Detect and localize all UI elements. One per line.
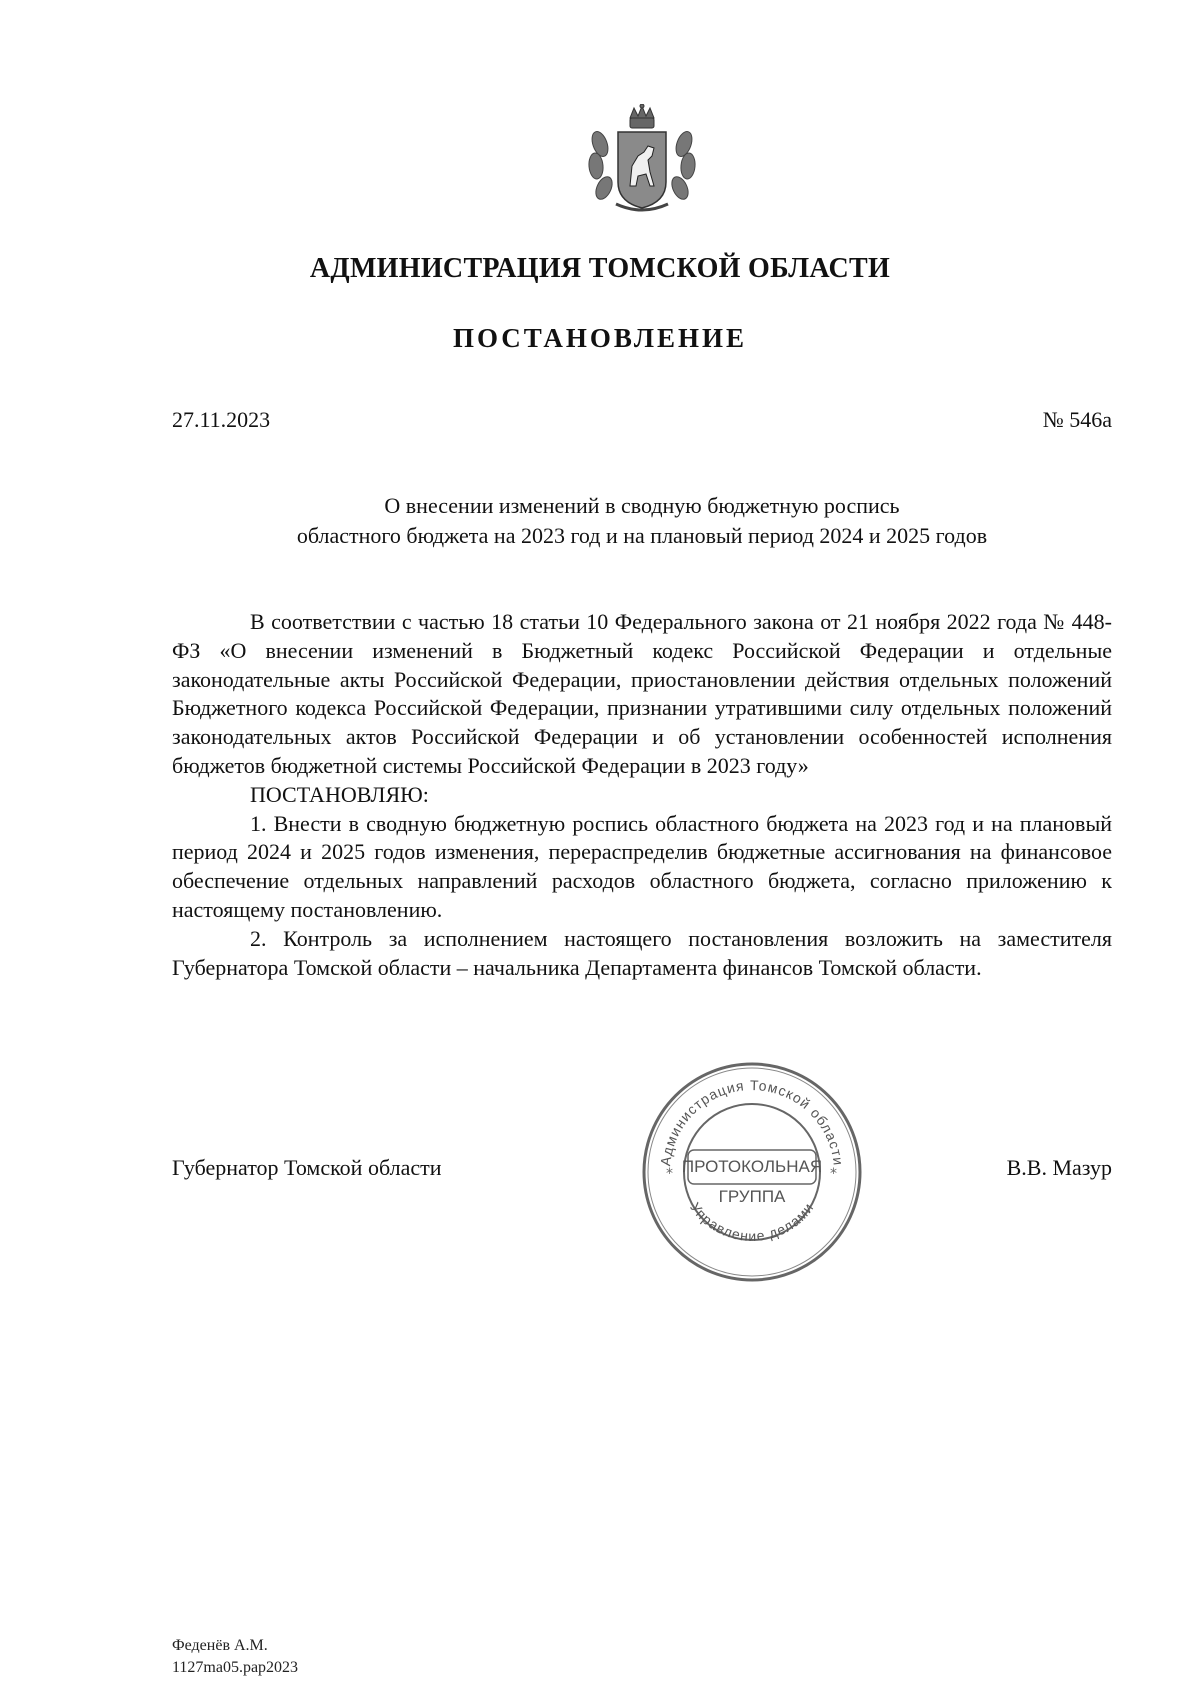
decree-heading: ПОСТАНОВЛЯЮ: [250,781,429,807]
subject-line-1: О внесении изменений в сводную бюджетную роспись [384,493,900,518]
official-stamp [640,1060,864,1284]
file-reference: 1127ma05.pap2023 [172,1659,299,1676]
preamble-paragraph: В соответствии с частью 18 статьи 10 Федерального закона от 21 ноября 2022 года № 448-ФЗ «О внесении изменений в Бюджетный кодекс Российской Федерации и отдельные законодательные акты Российской Федерации, приостановлении действия отдельных положений Бюджетного кодекса Российской Федерации, признании утратившими силу отдельных положений законодательных актов Российской Федерации и об установлении особенностей исполнения бюджетов бюджетной системы Российской Федерации в 2023 году» [172,609,1112,778]
item-1-paragraph: 1. Внести в сводную бюджетную роспись областного бюджета на 2023 год и на плановый период 2024 и 2025 годов изменения, перераспределив бюджетные ассигнования на финансовое обеспечение отдельных направлений расходов областного бюджета, согласно приложению к настоящему постановлению. [172,810,1112,922]
document-date: 27.11.2023 [172,407,271,432]
svg-text:*: * [666,1166,673,1182]
svg-text:*: * [830,1166,837,1182]
signer-title: Губернатор Томской области [172,1155,442,1180]
item-2-paragraph: 2. Контроль за исполнением настоящего постановления возложить на заместителя Губернатора Томской области – начальника Департамента финансов Томской области. [172,925,1112,980]
stamp-outer-text: Администрация Томской области [657,1076,847,1167]
coat-of-arms-icon [582,104,702,216]
signer-name: В.В. Мазур [1006,1155,1112,1180]
stamp-center-line-2: ГРУППА [718,1187,786,1206]
stamp-center-line-1: ПРОТОКОЛЬНАЯ [681,1157,823,1176]
document-number: № 546а [1042,407,1112,432]
document-type-title: ПОСТАНОВЛЕНИЕ [452,323,748,353]
document-subject [172,491,1112,551]
executor-name: Феденёв А.М. [172,1637,268,1654]
stamp-bottom-text: Управление делами [687,1199,817,1244]
organization-title: АДМИНИСТРАЦИЯ ТОМСКОЙ ОБЛАСТИ [309,253,891,284]
document-body [172,608,1112,982]
document-footer [172,1635,298,1679]
subject-line-2: областного бюджета на 2023 год и на плановый период 2024 и 2025 годов [296,523,988,548]
